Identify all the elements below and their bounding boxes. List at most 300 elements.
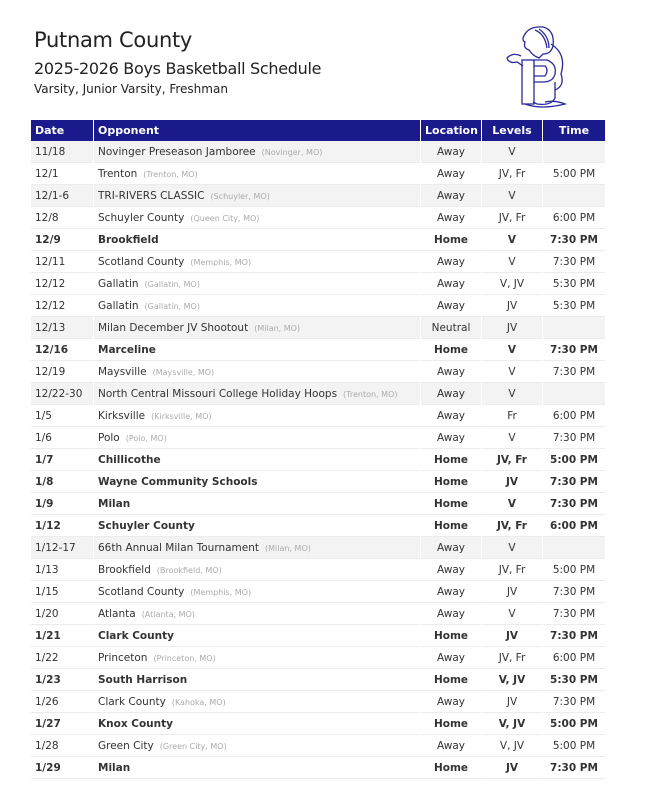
levels-cell xyxy=(482,229,542,251)
date-cell xyxy=(31,515,93,537)
opponent-city: (Kahoka, MO) xyxy=(171,697,226,707)
time-cell xyxy=(543,471,605,493)
opponent-cell-text: Milan xyxy=(98,761,131,774)
opponent-cell-text: Scotland County xyxy=(98,585,185,598)
location-cell-text: Away xyxy=(437,277,465,290)
opponent-cell xyxy=(94,427,420,449)
date-cell-text: 12/8 xyxy=(35,211,59,224)
time-cell xyxy=(543,691,605,713)
location-cell xyxy=(421,713,481,735)
opponent-cell xyxy=(94,251,420,273)
time-cell-text: 5:00 PM xyxy=(550,717,598,730)
date-cell-text: 1/15 xyxy=(35,585,59,598)
location-cell-text: Home xyxy=(433,453,469,466)
levels-cell xyxy=(482,163,542,185)
location-cell-text: Away xyxy=(437,651,465,664)
time-cell xyxy=(543,581,605,603)
time-cell-text: 5:00 PM xyxy=(552,739,596,752)
location-cell xyxy=(421,757,481,779)
location-cell xyxy=(421,581,481,603)
opponent-city: (Kirksville, MO) xyxy=(151,411,212,421)
date-cell-text: 1/5 xyxy=(35,409,52,422)
date-cell-text: 1/21 xyxy=(35,629,61,642)
opponent-cell-text: Milan December JV Shootout xyxy=(98,321,249,334)
opponent-cell xyxy=(94,405,420,427)
time-cell xyxy=(543,185,605,207)
date-cell-text: 1/20 xyxy=(35,607,59,620)
date-cell xyxy=(31,229,93,251)
opponent-cell-text: Milan xyxy=(98,497,131,510)
location-cell-text: Away xyxy=(437,431,465,444)
time-cell xyxy=(543,405,605,427)
table-row xyxy=(31,163,605,185)
table-header-row xyxy=(31,120,605,141)
table-row xyxy=(31,515,605,537)
time-cell-text: 5:00 PM xyxy=(550,453,598,466)
column-header-time: Time xyxy=(543,120,605,141)
table-row xyxy=(31,493,605,515)
levels-cell xyxy=(482,537,542,559)
opponent-cell-text: Wayne Community Schools xyxy=(98,475,258,488)
date-cell-text: 1/26 xyxy=(35,695,59,708)
date-cell xyxy=(31,207,93,229)
time-cell-text: 6:00 PM xyxy=(552,651,596,664)
opponent-cell-text: Clark County xyxy=(98,695,166,708)
date-cell-text: 12/1-6 xyxy=(35,189,70,202)
date-cell-text: 1/8 xyxy=(35,475,54,488)
page-title: Putnam County xyxy=(34,28,193,52)
time-cell xyxy=(543,361,605,383)
date-cell-text: 12/19 xyxy=(35,365,66,378)
table-row xyxy=(31,185,605,207)
opponent-city: (Green City, MO) xyxy=(159,741,227,751)
levels-cell xyxy=(482,581,542,603)
table-row xyxy=(31,295,605,317)
table-row xyxy=(31,581,605,603)
opponent-cell xyxy=(94,537,420,559)
table-row xyxy=(31,669,605,691)
levels-cell xyxy=(482,757,542,779)
location-cell-text: Away xyxy=(437,299,465,312)
date-cell xyxy=(31,405,93,427)
date-cell xyxy=(31,537,93,559)
opponent-cell-text: Schuyler County xyxy=(98,211,185,224)
levels-cell-text: JV, Fr xyxy=(498,651,526,664)
opponent-cell xyxy=(94,691,420,713)
time-cell xyxy=(543,251,605,273)
time-cell xyxy=(543,757,605,779)
location-cell-text: Away xyxy=(437,255,465,268)
levels-cell-text: V xyxy=(508,387,516,400)
time-cell-text: 6:00 PM xyxy=(550,519,598,532)
date-cell-text: 12/9 xyxy=(35,233,61,246)
opponent-cell-text: Kirksville xyxy=(98,409,146,422)
time-cell-text: 7:30 PM xyxy=(552,365,596,378)
levels-cell-text: JV xyxy=(505,629,519,642)
opponent-cell xyxy=(94,559,420,581)
opponent-cell-text: Marceline xyxy=(98,343,156,356)
time-cell xyxy=(543,735,605,757)
opponent-cell-text: Gallatin xyxy=(98,299,139,312)
time-cell-text: 7:30 PM xyxy=(552,607,596,620)
time-cell-text: 7:30 PM xyxy=(552,585,596,598)
opponent-cell xyxy=(94,603,420,625)
opponent-cell-text: Green City xyxy=(98,739,154,752)
opponent-cell xyxy=(94,229,420,251)
levels-cell-text: V xyxy=(508,365,516,378)
opponent-cell xyxy=(94,471,420,493)
opponent-cell-text: 66th Annual Milan Tournament xyxy=(98,541,260,554)
levels-cell xyxy=(482,647,542,669)
opponent-cell xyxy=(94,163,420,185)
location-cell-text: Away xyxy=(437,211,465,224)
location-cell xyxy=(421,647,481,669)
date-cell xyxy=(31,625,93,647)
time-cell-text: 5:30 PM xyxy=(552,277,596,290)
table-row xyxy=(31,207,605,229)
date-cell xyxy=(31,427,93,449)
location-cell xyxy=(421,493,481,515)
opponent-cell-text: Chillicothe xyxy=(98,453,161,466)
opponent-cell-text: Brookfield xyxy=(98,233,159,246)
time-cell xyxy=(543,493,605,515)
opponent-city: (Trenton, MO) xyxy=(143,169,198,179)
location-cell-text: Home xyxy=(433,717,469,730)
date-cell-text: 12/11 xyxy=(35,255,66,268)
location-cell-text: Home xyxy=(433,343,469,356)
location-cell-text: Neutral xyxy=(431,321,471,334)
opponent-cell-text: Knox County xyxy=(98,717,173,730)
opponent-city: (Princeton, MO) xyxy=(153,653,216,663)
opponent-cell-text: Maysville xyxy=(98,365,147,378)
column-header-levels: Levels xyxy=(482,120,542,141)
levels-cell xyxy=(482,185,542,207)
table-row xyxy=(31,229,605,251)
date-cell-text: 1/12-17 xyxy=(35,541,76,554)
date-cell-text: 12/16 xyxy=(35,343,69,356)
levels-cell xyxy=(482,669,542,691)
location-cell-text: Away xyxy=(437,189,465,202)
table-row xyxy=(31,273,605,295)
location-cell-text: Home xyxy=(433,629,469,642)
location-cell xyxy=(421,537,481,559)
location-cell-text: Home xyxy=(433,233,469,246)
date-cell xyxy=(31,273,93,295)
date-cell-text: 1/23 xyxy=(35,673,61,686)
time-cell-text: 7:30 PM xyxy=(550,343,598,356)
location-cell xyxy=(421,691,481,713)
table-row xyxy=(31,691,605,713)
date-cell-text: 1/22 xyxy=(35,651,59,664)
date-cell xyxy=(31,339,93,361)
table-row xyxy=(31,735,605,757)
levels-cell-text: JV xyxy=(506,299,518,312)
opponent-cell xyxy=(94,141,420,163)
levels-cell-text: V, JV xyxy=(498,673,526,686)
time-cell xyxy=(543,515,605,537)
location-cell-text: Away xyxy=(437,387,465,400)
opponent-cell xyxy=(94,207,420,229)
table-row xyxy=(31,471,605,493)
location-cell xyxy=(421,185,481,207)
opponent-cell xyxy=(94,515,420,537)
levels-cell xyxy=(482,691,542,713)
time-cell-text: 5:30 PM xyxy=(552,299,596,312)
table-row xyxy=(31,647,605,669)
opponent-cell-text: Polo xyxy=(98,431,120,444)
date-cell-text: 1/13 xyxy=(35,563,59,576)
date-cell xyxy=(31,141,93,163)
location-cell-text: Away xyxy=(437,585,465,598)
location-cell-text: Home xyxy=(433,519,469,532)
levels-cell xyxy=(482,713,542,735)
opponent-cell xyxy=(94,713,420,735)
location-cell xyxy=(421,471,481,493)
opponent-city: (Milan, MO) xyxy=(254,323,301,333)
levels-cell-text: V, JV xyxy=(498,717,526,730)
levels-cell-text: V xyxy=(508,431,516,444)
opponent-city: (Schuyler, MO) xyxy=(210,191,270,201)
location-cell-text: Away xyxy=(437,541,465,554)
levels-cell-text: V xyxy=(507,497,517,510)
opponent-city: (Brookfield, MO) xyxy=(156,565,222,575)
levels-cell xyxy=(482,207,542,229)
opponent-cell xyxy=(94,339,420,361)
time-cell-text: 7:30 PM xyxy=(550,629,598,642)
time-cell xyxy=(543,449,605,471)
opponent-cell xyxy=(94,185,420,207)
date-cell xyxy=(31,559,93,581)
table-row xyxy=(31,383,605,405)
levels-cell xyxy=(482,317,542,339)
date-cell-text: 1/28 xyxy=(35,739,59,752)
mascot-logo-icon xyxy=(495,24,575,110)
opponent-cell-text: Atlanta xyxy=(98,607,136,620)
levels-cell xyxy=(482,383,542,405)
time-cell xyxy=(543,207,605,229)
time-cell-text: 7:30 PM xyxy=(550,233,598,246)
table-row xyxy=(31,361,605,383)
levels-cell xyxy=(482,735,542,757)
opponent-cell xyxy=(94,581,420,603)
time-cell-text: 7:30 PM xyxy=(552,255,596,268)
opponent-city: (Atlanta, MO) xyxy=(141,609,195,619)
opponent-city: (Milan, MO) xyxy=(265,543,311,553)
date-cell xyxy=(31,185,93,207)
opponent-city: (Novinger, MO) xyxy=(261,147,323,157)
time-cell xyxy=(543,339,605,361)
opponent-cell-text: Brookfield xyxy=(98,563,151,576)
location-cell-text: Away xyxy=(437,695,465,708)
levels-cell xyxy=(482,295,542,317)
levels-cell-text: JV, Fr xyxy=(498,563,526,576)
opponent-cell-text: Trenton xyxy=(98,167,138,180)
time-cell-text: 7:30 PM xyxy=(550,475,598,488)
levels-cell xyxy=(482,427,542,449)
table-row xyxy=(31,317,605,339)
levels-cell-text: V xyxy=(508,145,516,158)
date-cell xyxy=(31,361,93,383)
location-cell-text: Away xyxy=(437,563,465,576)
levels-cell-text: JV xyxy=(506,321,518,334)
table-row xyxy=(31,449,605,471)
levels-cell xyxy=(482,515,542,537)
location-cell xyxy=(421,427,481,449)
table-row xyxy=(31,251,605,273)
location-cell xyxy=(421,559,481,581)
levels-cell-text: Fr xyxy=(507,409,517,422)
date-cell-text: 12/1 xyxy=(35,167,59,180)
opponent-cell xyxy=(94,295,420,317)
location-cell xyxy=(421,603,481,625)
levels-cell-text: JV xyxy=(505,761,519,774)
time-cell xyxy=(543,559,605,581)
date-cell xyxy=(31,163,93,185)
levels-cell-text: JV xyxy=(506,585,518,598)
opponent-cell-text: Gallatin xyxy=(98,277,139,290)
date-cell-text: 12/13 xyxy=(35,321,66,334)
table-row xyxy=(31,537,605,559)
table-row xyxy=(31,405,605,427)
levels-cell xyxy=(482,339,542,361)
time-cell xyxy=(543,713,605,735)
location-cell xyxy=(421,229,481,251)
time-cell-text: 7:30 PM xyxy=(552,431,596,444)
location-cell-text: Home xyxy=(433,761,469,774)
date-cell xyxy=(31,691,93,713)
time-cell xyxy=(543,669,605,691)
levels-cell xyxy=(482,405,542,427)
opponent-city: (Trenton, MO) xyxy=(343,389,398,399)
location-cell xyxy=(421,163,481,185)
date-cell xyxy=(31,295,93,317)
time-cell-text: 7:30 PM xyxy=(552,695,596,708)
location-cell xyxy=(421,515,481,537)
opponent-cell-text: TRI-RIVERS CLASSIC xyxy=(98,189,205,202)
time-cell-text: 5:00 PM xyxy=(552,167,596,180)
date-cell-text: 1/9 xyxy=(35,497,54,510)
opponent-city: (Memphis, MO) xyxy=(190,587,252,597)
opponent-cell xyxy=(94,493,420,515)
levels-cell-text: JV, Fr xyxy=(496,453,527,466)
levels-cell xyxy=(482,141,542,163)
opponent-cell xyxy=(94,669,420,691)
opponent-city: (Maysville, MO) xyxy=(152,367,215,377)
location-cell-text: Home xyxy=(433,497,469,510)
opponent-cell xyxy=(94,383,420,405)
time-cell xyxy=(543,625,605,647)
opponent-city: (Gallatin, MO) xyxy=(144,301,200,311)
opponent-cell-text: Princeton xyxy=(98,651,148,664)
opponent-cell-text: North Central Missouri College Holiday Hoops xyxy=(98,387,338,400)
location-cell-text: Away xyxy=(437,365,465,378)
column-header-date: Date xyxy=(31,120,93,141)
location-cell xyxy=(421,273,481,295)
location-cell xyxy=(421,207,481,229)
location-cell xyxy=(421,405,481,427)
opponent-cell xyxy=(94,735,420,757)
location-cell-text: Away xyxy=(437,167,465,180)
date-cell-text: 12/12 xyxy=(35,277,66,290)
levels-cell xyxy=(482,471,542,493)
opponent-cell xyxy=(94,449,420,471)
levels-cell xyxy=(482,493,542,515)
location-cell xyxy=(421,295,481,317)
opponent-city: (Polo, MO) xyxy=(125,433,167,443)
opponent-cell xyxy=(94,625,420,647)
date-cell-text: 1/27 xyxy=(35,717,61,730)
levels-cell xyxy=(482,449,542,471)
levels-cell-text: JV, Fr xyxy=(498,211,526,224)
levels-cell-text: V xyxy=(508,541,516,554)
location-cell-text: Away xyxy=(437,739,465,752)
time-cell xyxy=(543,383,605,405)
opponent-cell-text: Clark County xyxy=(98,629,174,642)
time-cell-text: 7:30 PM xyxy=(550,761,598,774)
levels-cell-text: V xyxy=(508,189,516,202)
location-cell-text: Away xyxy=(437,607,465,620)
location-cell xyxy=(421,251,481,273)
location-cell-text: Away xyxy=(437,409,465,422)
date-cell xyxy=(31,471,93,493)
location-cell xyxy=(421,735,481,757)
opponent-cell xyxy=(94,273,420,295)
location-cell xyxy=(421,339,481,361)
time-cell xyxy=(543,427,605,449)
opponent-city: (Queen City, MO) xyxy=(190,213,260,223)
levels-cell xyxy=(482,273,542,295)
opponent-cell xyxy=(94,361,420,383)
date-cell xyxy=(31,669,93,691)
table-row xyxy=(31,713,605,735)
date-cell xyxy=(31,493,93,515)
table-row xyxy=(31,559,605,581)
levels-cell-text: JV, Fr xyxy=(498,167,526,180)
levels-cell-text: V xyxy=(507,343,517,356)
date-cell xyxy=(31,735,93,757)
location-cell-text: Away xyxy=(437,145,465,158)
table-row xyxy=(31,625,605,647)
time-cell xyxy=(543,295,605,317)
time-cell-text: 6:00 PM xyxy=(552,211,596,224)
levels-cell xyxy=(482,361,542,383)
date-cell xyxy=(31,383,93,405)
column-header-opponent: Opponent xyxy=(94,120,420,141)
schedule-table xyxy=(30,120,606,779)
levels-caption: Varsity, Junior Varsity, Freshman xyxy=(34,82,228,96)
opponent-city: (Memphis, MO) xyxy=(190,257,252,267)
opponent-cell xyxy=(94,757,420,779)
date-cell-text: 12/12 xyxy=(35,299,66,312)
table-row xyxy=(31,339,605,361)
opponent-cell-text: Novinger Preseason Jamboree xyxy=(98,145,256,158)
location-cell xyxy=(421,317,481,339)
levels-cell-text: V, JV xyxy=(499,739,525,752)
date-cell xyxy=(31,251,93,273)
time-cell xyxy=(543,229,605,251)
date-cell-text: 1/7 xyxy=(35,453,54,466)
date-cell xyxy=(31,317,93,339)
levels-cell-text: JV, Fr xyxy=(496,519,527,532)
time-cell xyxy=(543,273,605,295)
time-cell-text: 7:30 PM xyxy=(550,497,598,510)
location-cell xyxy=(421,141,481,163)
table-row xyxy=(31,141,605,163)
opponent-city: (Gallatin, MO) xyxy=(144,279,200,289)
opponent-cell xyxy=(94,317,420,339)
location-cell-text: Home xyxy=(433,475,469,488)
date-cell-text: 1/29 xyxy=(35,761,61,774)
